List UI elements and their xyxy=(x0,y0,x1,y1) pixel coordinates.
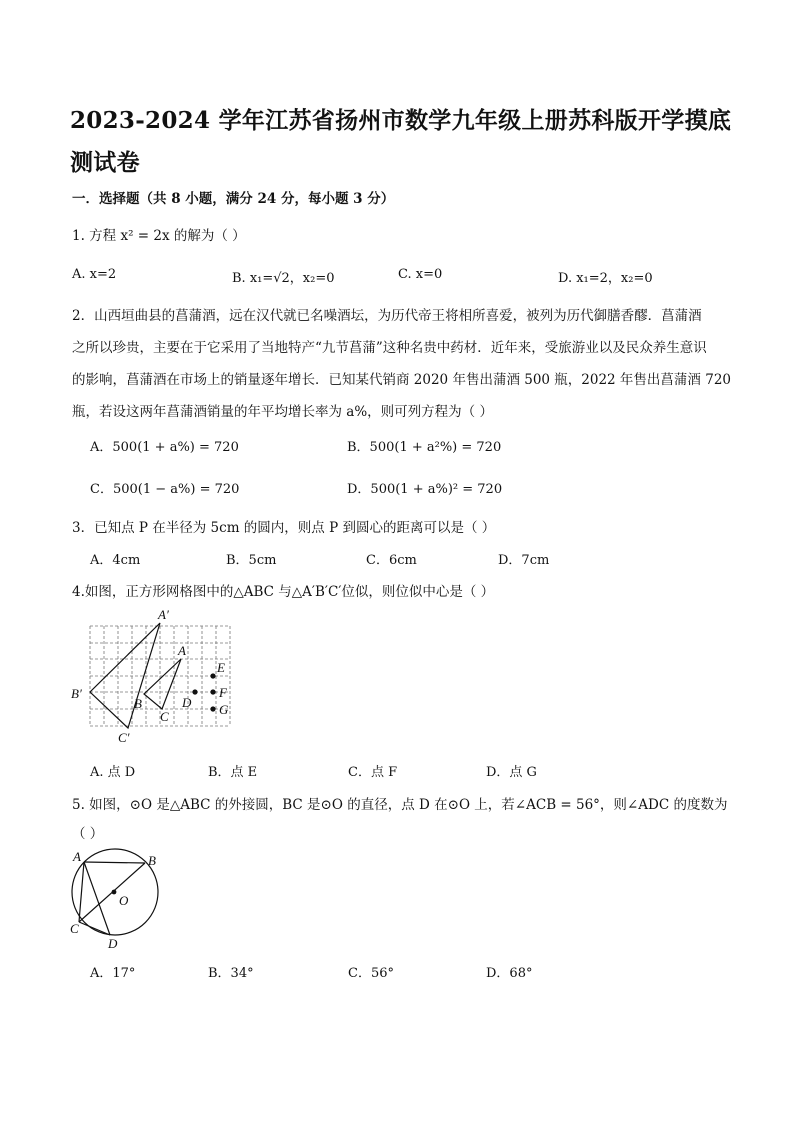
q4-figure-grid xyxy=(68,606,248,748)
label-a-prime: A′ xyxy=(158,607,169,622)
label-a: A xyxy=(178,643,186,658)
q3-option-c[interactable]: C．6cm xyxy=(366,553,417,568)
q1-option-a[interactable]: A. x=2 xyxy=(72,267,117,282)
label-c-prime: C′ xyxy=(118,730,130,745)
question-2-line-4: 瓶，若设这两年菖蒲酒销量的年平均增长率为 a%，则可列方程为（ ） xyxy=(72,404,493,420)
label-a: A xyxy=(73,849,81,864)
q3-option-d[interactable]: D．7cm xyxy=(498,553,550,568)
question-3-stem: 3．已知点 P 在半径为 5cm 的圆内，则点 P 到圆心的距离可以是（ ） xyxy=(72,520,496,536)
q5-figure-circle xyxy=(64,848,174,952)
q5-option-b[interactable]: B．34° xyxy=(208,966,254,981)
label-e: E xyxy=(217,660,225,675)
question-2-line-2: 之所以珍贵，主要在于它采用了当地特产“九节菖蒲”这种名贵中药材．近年来，受旅游业以及民众养生意识 xyxy=(72,340,707,356)
question-2-line-3: 的影响，菖蒲酒在市场上的销量逐年增长．已知某代销商 2020 年售出蒲酒 500 瓶，2022 年售出菖蒲酒 720 xyxy=(72,372,731,388)
q4-option-b[interactable]: B．点 E xyxy=(208,765,258,780)
q3-option-a[interactable]: A．4cm xyxy=(90,553,141,568)
label-g: G xyxy=(219,702,229,717)
label-b-prime: B′ xyxy=(71,686,82,701)
label-d: D xyxy=(182,695,192,710)
q2-option-d[interactable]: D．500(1 + a%)² = 720 xyxy=(347,482,503,497)
page-title-line2: 测试卷 xyxy=(70,149,140,176)
triangle-a-prime-b-prime-c-prime xyxy=(90,623,160,728)
q2-option-b[interactable]: B．500(1 + a²%) = 720 xyxy=(347,440,502,455)
point-d-dot xyxy=(192,689,197,694)
label-f: F xyxy=(219,685,227,700)
question-5-stem-line-2: （ ） xyxy=(72,826,104,842)
q4-option-a[interactable]: A. 点 D xyxy=(90,765,136,780)
page-title-line1: 2023-2024 学年江苏省扬州市数学九年级上册苏科版开学摸底 xyxy=(70,107,732,134)
question-5-stem: 5. 如图，⊙O 是△ABC 的外接圆，BC 是⊙O 的直径，点 D 在⊙O 上，若∠ACB = 56°，则∠ADC 的度数为 xyxy=(72,797,728,813)
q3-option-b[interactable]: B．5cm xyxy=(226,553,277,568)
label-c: C xyxy=(160,709,169,724)
label-c: C xyxy=(70,921,79,936)
q2-option-c[interactable]: C．500(1 − a%) = 720 xyxy=(90,482,240,497)
point-f-dot xyxy=(210,689,215,694)
label-o: O xyxy=(119,893,129,908)
q5-option-a[interactable]: A．17° xyxy=(90,966,136,981)
q1-option-d[interactable]: D. x₁=2，x₂=0 xyxy=(558,271,653,286)
point-g-dot xyxy=(210,706,215,711)
q1-option-c[interactable]: C. x=0 xyxy=(398,267,443,282)
label-b: B xyxy=(148,853,156,868)
q5-option-c[interactable]: C．56° xyxy=(348,966,394,981)
question-4-stem: 4.如图，正方形网格图中的△ABC 与△A′B′C′位似，则位似中心是（ ） xyxy=(72,584,495,600)
point-e-dot xyxy=(210,673,215,678)
q5-option-d[interactable]: D．68° xyxy=(486,966,533,981)
q4-option-c[interactable]: C．点 F xyxy=(348,765,398,780)
label-d: D xyxy=(108,936,118,951)
center-o-dot xyxy=(112,890,117,895)
q4-option-d[interactable]: D．点 G xyxy=(486,765,537,780)
question-1-stem: 1. 方程 x² = 2x 的解为（ ） xyxy=(72,228,246,244)
question-2-line-1: 2．山西垣曲县的菖蒲酒，远在汉代就已名噪酒坛，为历代帝王将相所喜爱，被列为历代御膳香醪．菖蒲酒 xyxy=(72,308,702,324)
q1-option-b[interactable]: B. x₁=√2，x₂=0 xyxy=(232,271,335,286)
section-heading: 一．选择题（共 8 小题，满分 24 分，每小题 3 分） xyxy=(72,191,395,207)
label-b: B xyxy=(134,696,142,711)
triangle-abc xyxy=(144,659,181,709)
q2-option-a[interactable]: A．500(1 + a%) = 720 xyxy=(90,440,239,455)
